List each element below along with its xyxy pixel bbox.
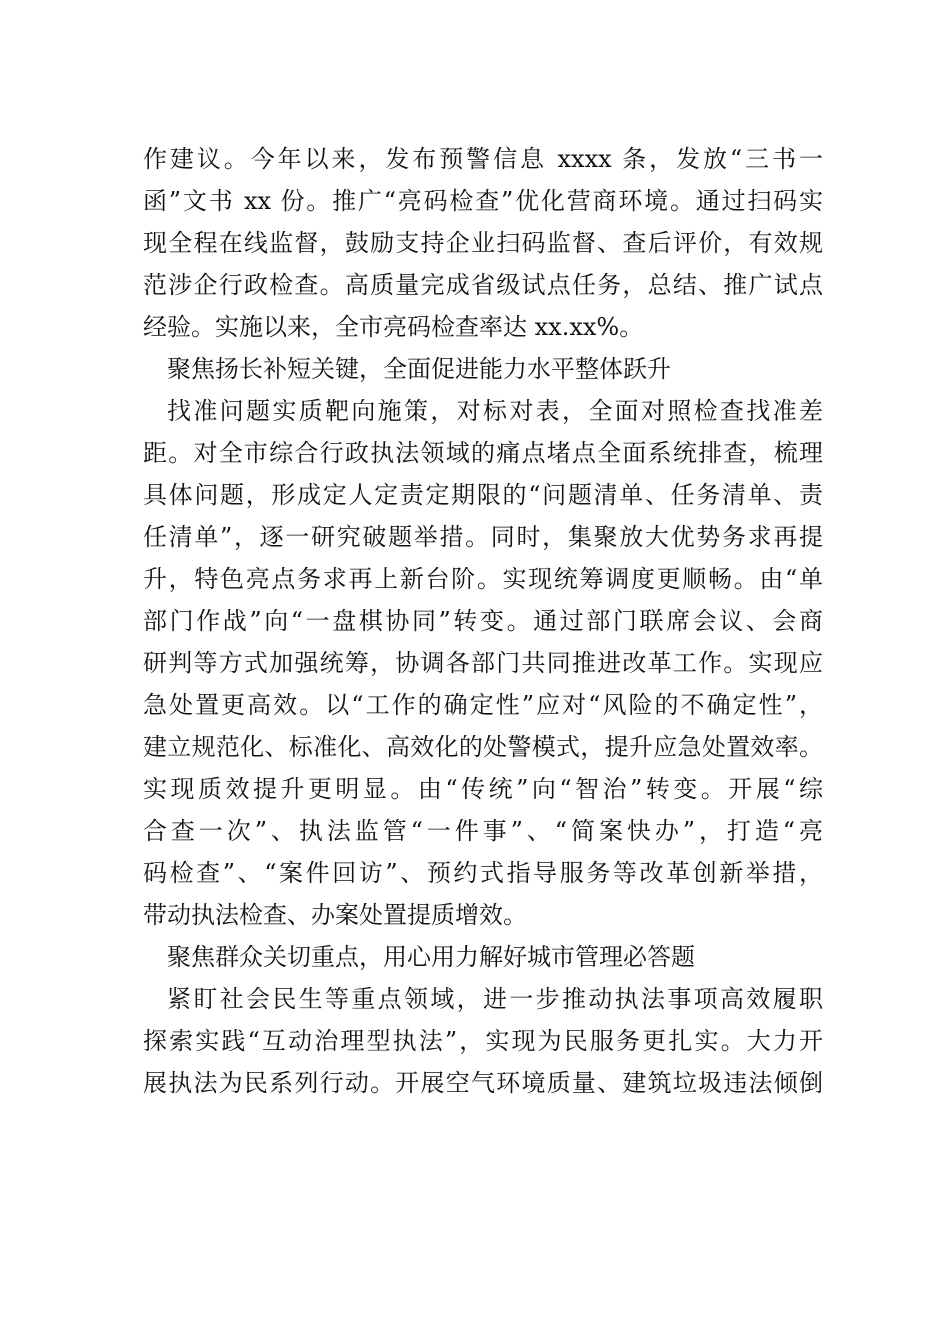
text-line: 合查一次”、执法监管“一件事”、“简案快办”，打造“亮 [143, 817, 823, 845]
section-heading: 聚焦扬长补短关键，全面促进能力水平整体跃升 [167, 355, 671, 383]
text-line: 建立规范化、标准化、高效化的处警模式，提升应急处置效率。 [143, 733, 823, 761]
text-line: 码检查”、“案件回访”、预约式指导服务等改革创新举措， [143, 859, 823, 887]
text-line: 急处置更高效。以“工作的确定性”应对“风险的不确定性”， [143, 691, 823, 719]
section-heading: 聚焦群众关切重点，用心用力解好城市管理必答题 [167, 943, 695, 971]
text-line: 实现质效提升更明显。由“传统”向“智治”转变。开展“综 [143, 775, 823, 803]
body-text [143, 138, 823, 1104]
text-line: 现全程在线监督，鼓励支持企业扫码监督、查后评价，有效规 [143, 229, 823, 257]
text-line: 带动执法检查、办案处置提质增效。 [143, 901, 527, 929]
text-line: 探索实践“互动治理型执法”，实现为民服务更扎实。大力开 [143, 1027, 823, 1055]
text-line: 找准问题实质靶向施策，对标对表，全面对照检查找准差 [167, 397, 823, 425]
text-line: 部门作战”向“一盘棋协同”转变。通过部门联席会议、会商 [143, 607, 823, 635]
text-line: 具体问题，形成定人定责定期限的“问题清单、任务清单、责 [143, 481, 823, 509]
text-line: 范涉企行政检查。高质量完成省级试点任务，总结、推广试点 [143, 271, 823, 299]
text-line: 经验。实施以来，全市亮码检查率达 xx.xx%。 [143, 313, 644, 341]
text-line: 升，特色亮点务求再上新台阶。实现统筹调度更顺畅。由“单 [143, 565, 823, 593]
text-line: 研判等方式加强统筹，协调各部门共同推进改革工作。实现应 [143, 649, 823, 677]
text-line: 作建议。今年以来，发布预警信息 xxxx 条，发放“三书一 [143, 145, 823, 173]
text-line: 距。对全市综合行政执法领域的痛点堵点全面系统排查，梳理 [143, 439, 823, 467]
text-line: 紧盯社会民生等重点领域，进一步推动执法事项高效履职 [167, 985, 823, 1013]
text-line: 函”文书 xx 份。推广“亮码检查”优化营商环境。通过扫码实 [143, 187, 823, 215]
text-line: 展执法为民系列行动。开展空气环境质量、建筑垃圾违法倾倒 [143, 1069, 823, 1097]
text-line: 任清单”，逐一研究破题举措。同时，集聚放大优势务求再提 [143, 523, 823, 551]
